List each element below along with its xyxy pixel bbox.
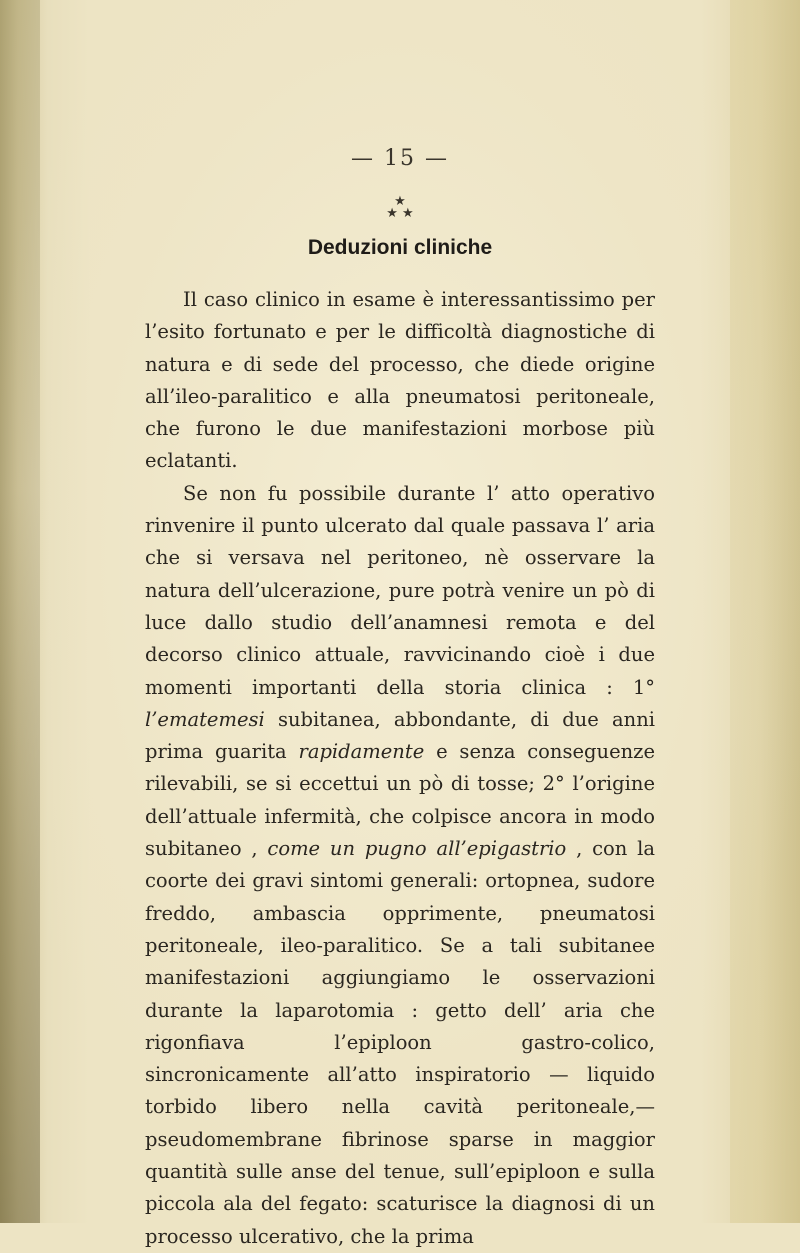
- asterism-star-top: ★: [394, 194, 406, 209]
- paragraph-2-text-d: , con la coorte dei gravi sintomi generali: ortopnea, sudore freddo, ambascia opprimente, pneumatosi peritoneale, ileo-paralitico. Se a tali subitanee manifestazioni aggiungiamo le osservazioni durante la laparotomia : getto dell’ aria che rigonfiava l’epiploon gastro-colico, sincronicamente all’atto inspiratorio — liquido torbido libero nella cavità peritoneale,—pseudomembrane fibrinose sparse in maggior quantità sulle anse del tenue, sull’epiploon e sulla piccola ala del fegato: scaturisce la diagnosi di un processo ulcerativo, che la prima: [145, 837, 655, 1248]
- paragraph-2: [145, 478, 655, 1253]
- paragraph-2-text-b: subitanea, abbondante, di due anni prima guarita: [145, 707, 655, 764]
- paragraph-2-text-c: e senza conseguenze rilevabili, se si eccettui un pò di tosse; 2° l’origine dell’attuale infermità, che colpisce ancora in modo subitaneo ,: [145, 740, 655, 861]
- asterism-stars-bottom: ★ ★: [386, 206, 414, 221]
- page-edge-stain-left: [0, 0, 40, 1223]
- section-heading: Deduzioni cliniche: [307, 236, 493, 259]
- paragraph-2-text-a: Se non fu possibile durante l’ atto operativo rinvenire il punto ulcerato dal quale passava l’ aria che si versava nel peritoneo, nè osservare la natura dell’ulcerazione, pure potrà venire un pò di luce dallo studio dell’anamnesi remota e del decorso clinico attuale, ravvicinando cioè i due momenti importanti della storia clinica : 1°: [145, 481, 655, 699]
- page-edge-stain-right: [730, 0, 800, 1223]
- body-text: [145, 284, 655, 1253]
- asterism-ornament: [0, 196, 800, 220]
- page-number: — 15 —: [351, 146, 449, 171]
- paragraph-2-italic-ematemesi: l’ematemesi: [145, 707, 265, 731]
- paragraph-2-italic-pugno: come un pugno all’epigastrio: [267, 837, 567, 861]
- paragraph-2-italic-rapidamente: rapidamente: [298, 740, 425, 764]
- paragraph-1: Il caso clinico in esame è interessantissimo per l’esito fortunato e per le difficoltà diagnostiche di natura e di sede del processo, che diede origine all’ileo-paralitico e alla pneumatosi peritoneale, che furono le due manifestazioni morbose più eclatanti.: [145, 288, 655, 473]
